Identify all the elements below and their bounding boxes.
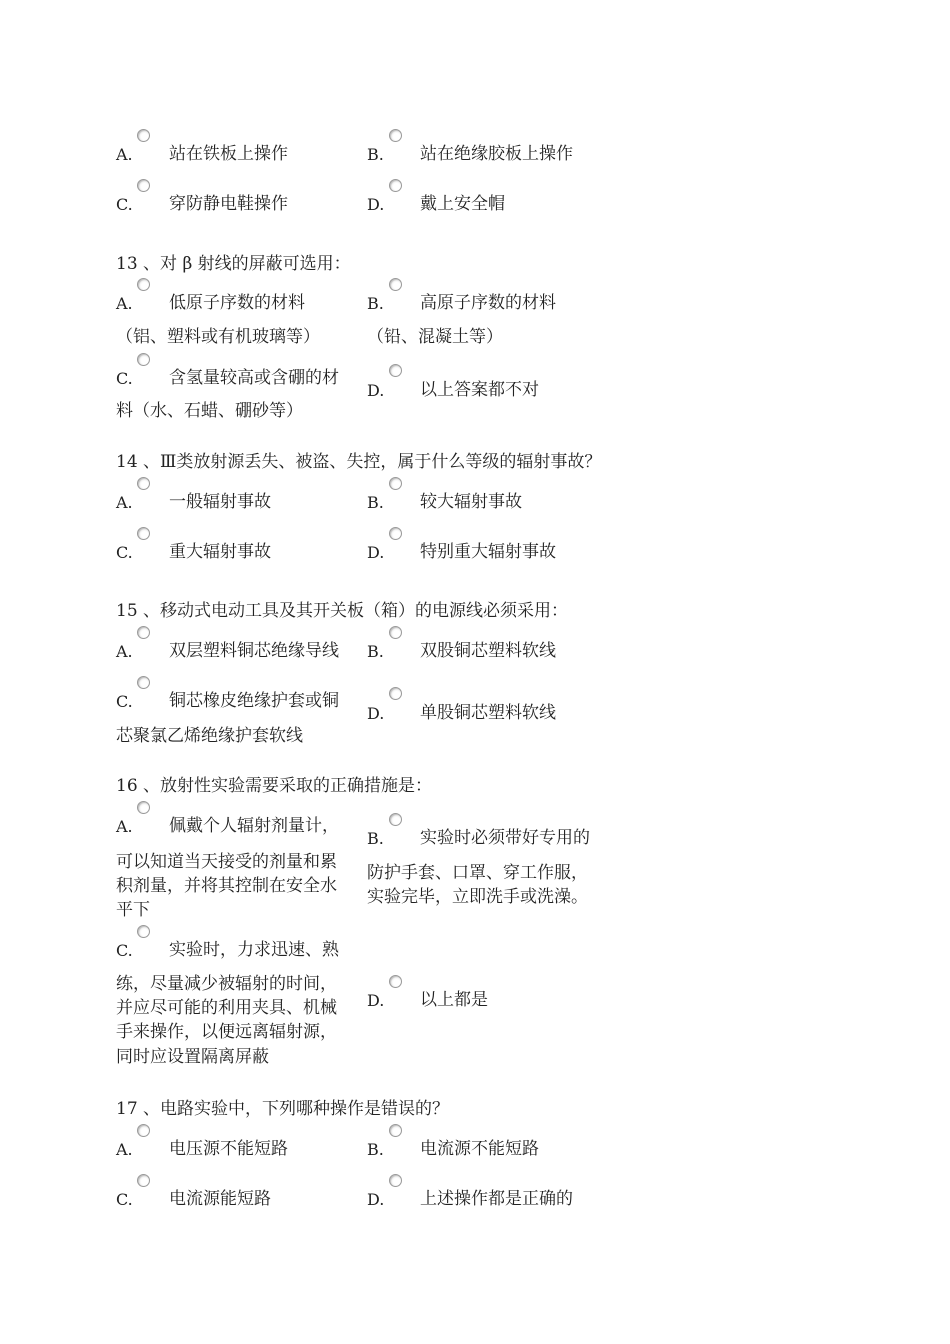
- radio-button-q13-b[interactable]: [389, 278, 402, 291]
- option-letter: C.: [116, 941, 133, 960]
- option-text-continued: 平下: [116, 900, 150, 920]
- option-letter: B.: [367, 642, 384, 661]
- radio-button-q14-c[interactable]: [137, 527, 150, 540]
- option-letter: C.: [116, 369, 133, 388]
- option-letter: D.: [367, 1190, 385, 1209]
- radio-button-q17-b[interactable]: [389, 1124, 402, 1137]
- option-text: 以上都是: [420, 990, 488, 1010]
- option-text: 单股铜芯塑料软线: [420, 703, 556, 723]
- option-text-continued: 并应尽可能的利用夹具、机械: [116, 998, 337, 1018]
- option-text-continued: 芯聚氯乙烯绝缘护套软线: [116, 726, 303, 746]
- option-text-continued: 积剂量，并将其控制在安全水: [116, 876, 337, 896]
- radio-button-q15-a[interactable]: [137, 626, 150, 639]
- option-text: 实验时必须带好专用的: [420, 828, 590, 848]
- radio-button-q16-b[interactable]: [389, 813, 402, 826]
- option-text-continued: 料（水、石蜡、硼砂等）: [116, 401, 303, 421]
- radio-button-q12-c[interactable]: [137, 179, 150, 192]
- radio-button-q17-a[interactable]: [137, 1124, 150, 1137]
- option-letter: A.: [116, 294, 133, 313]
- option-text: 一般辐射事故: [169, 492, 271, 512]
- radio-button-q12-d[interactable]: [389, 179, 402, 192]
- radio-button-q17-c[interactable]: [137, 1174, 150, 1187]
- option-letter: B.: [367, 145, 384, 164]
- option-text: 较大辐射事故: [420, 492, 522, 512]
- radio-button-q16-a[interactable]: [137, 801, 150, 814]
- option-letter: A.: [116, 817, 133, 836]
- radio-button-q15-b[interactable]: [389, 626, 402, 639]
- radio-button-q12-a[interactable]: [137, 129, 150, 142]
- option-letter: D.: [367, 991, 385, 1010]
- option-text-continued: 防护手套、口罩、穿工作服，: [367, 863, 588, 883]
- question-stem: 14 、Ⅲ类放射源丢失、被盗、失控，属于什么等级的辐射事故？: [116, 452, 602, 472]
- option-letter: D.: [367, 381, 385, 400]
- option-letter: A.: [116, 1140, 133, 1159]
- radio-button-q16-d[interactable]: [389, 975, 402, 988]
- question-stem: 15 、移动式电动工具及其开关板（箱）的电源线必须采用：: [116, 601, 569, 621]
- option-text: 含氢量较高或含硼的材: [169, 368, 339, 388]
- option-letter: D.: [367, 195, 385, 214]
- option-letter: A.: [116, 642, 133, 661]
- radio-button-q15-d[interactable]: [389, 687, 402, 700]
- option-text: 高原子序数的材料: [420, 293, 556, 313]
- radio-button-q17-d[interactable]: [389, 1174, 402, 1187]
- option-text-continued: 可以知道当天接受的剂量和累: [116, 852, 337, 872]
- option-text: 双层塑料铜芯绝缘导线: [169, 641, 339, 661]
- option-text: 实验时，力求迅速、熟: [169, 940, 339, 960]
- question-stem: 16 、放射性实验需要采取的正确措施是：: [116, 776, 433, 796]
- option-text-continued: （铅、混凝土等）: [367, 327, 503, 347]
- option-letter: D.: [367, 704, 385, 723]
- option-text: 电压源不能短路: [169, 1139, 288, 1159]
- option-letter: C.: [116, 692, 133, 711]
- option-text: 重大辐射事故: [169, 542, 271, 562]
- option-text: 穿防静电鞋操作: [169, 194, 288, 214]
- question-stem: 17 、电路实验中，下列哪种操作是错误的？: [116, 1099, 450, 1119]
- radio-button-q15-c[interactable]: [137, 676, 150, 689]
- option-text: 特别重大辐射事故: [420, 542, 556, 562]
- radio-button-q13-a[interactable]: [137, 278, 150, 291]
- radio-button-q13-c[interactable]: [137, 353, 150, 366]
- question-stem: 13 、对 β 射线的屏蔽可选用：: [116, 254, 351, 274]
- radio-button-q16-c[interactable]: [137, 925, 150, 938]
- option-letter: D.: [367, 543, 385, 562]
- option-letter: C.: [116, 195, 133, 214]
- option-text: 双股铜芯塑料软线: [420, 641, 556, 661]
- radio-button-q13-d[interactable]: [389, 364, 402, 377]
- option-text: 站在绝缘胶板上操作: [420, 144, 573, 164]
- option-text-continued: 同时应设置隔离屏蔽: [116, 1047, 269, 1067]
- option-letter: B.: [367, 493, 384, 512]
- option-text: 上述操作都是正确的: [420, 1189, 573, 1209]
- option-text: 以上答案都不对: [420, 380, 539, 400]
- option-text-continued: （铝、塑料或有机玻璃等）: [116, 327, 320, 347]
- option-letter: B.: [367, 829, 384, 848]
- option-text: 低原子序数的材料: [169, 293, 305, 313]
- option-text: 铜芯橡皮绝缘护套或铜: [169, 691, 339, 711]
- option-text-continued: 实验完毕，立即洗手或洗澡。: [367, 887, 588, 907]
- radio-button-q12-b[interactable]: [389, 129, 402, 142]
- radio-button-q14-b[interactable]: [389, 477, 402, 490]
- option-letter: A.: [116, 493, 133, 512]
- option-letter: B.: [367, 1140, 384, 1159]
- option-text-continued: 练，尽量减少被辐射的时间，: [116, 974, 337, 994]
- option-text: 站在铁板上操作: [169, 144, 288, 164]
- option-text-continued: 手来操作，以便远离辐射源，: [116, 1022, 337, 1042]
- option-text: 佩戴个人辐射剂量计，: [169, 816, 339, 836]
- option-text: 戴上安全帽: [420, 194, 505, 214]
- option-letter: B.: [367, 294, 384, 313]
- option-letter: C.: [116, 1190, 133, 1209]
- option-letter: A.: [116, 145, 133, 164]
- radio-button-q14-a[interactable]: [137, 477, 150, 490]
- option-letter: C.: [116, 543, 133, 562]
- option-text: 电流源能短路: [169, 1189, 271, 1209]
- radio-button-q14-d[interactable]: [389, 527, 402, 540]
- option-text: 电流源不能短路: [420, 1139, 539, 1159]
